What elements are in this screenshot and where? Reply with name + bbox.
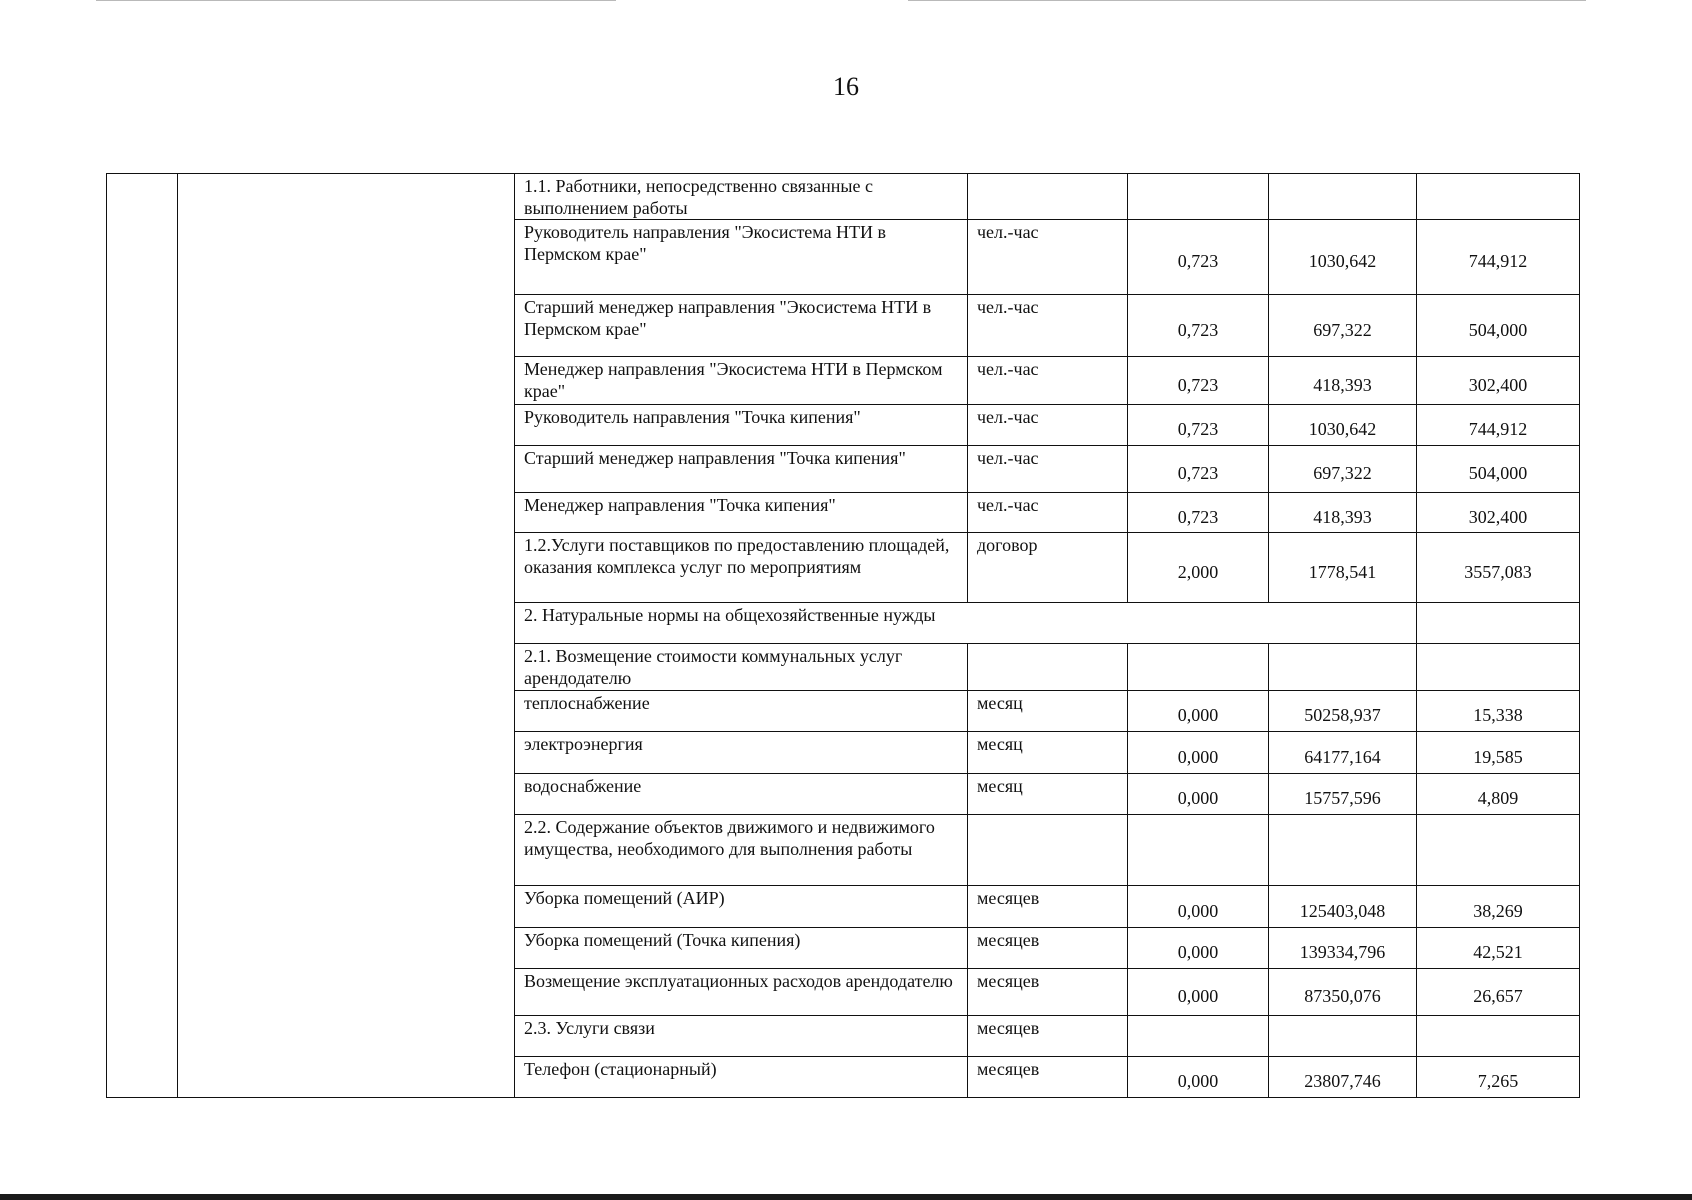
row-unit-cell: чел.-час bbox=[968, 493, 1128, 533]
row-unit-cell bbox=[968, 174, 1128, 220]
row-unit-cell: месяц bbox=[968, 691, 1128, 732]
row-value-3-cell bbox=[1417, 1016, 1580, 1057]
row-value-2-cell: 418,393 bbox=[1269, 357, 1417, 405]
row-value-1-cell bbox=[1128, 815, 1269, 886]
row-value-1-cell: 0,000 bbox=[1128, 774, 1269, 815]
row-value-3-cell: 302,400 bbox=[1417, 357, 1580, 405]
row-value-3-cell: 19,585 bbox=[1417, 732, 1580, 774]
row-name-cell: 2.1. Возмещение стоимости коммунальных услуг арендодателю bbox=[515, 644, 968, 691]
row-value-3-cell: 504,000 bbox=[1417, 295, 1580, 357]
row-value-2-cell: 15757,596 bbox=[1269, 774, 1417, 815]
row-name-cell: Менеджер направления "Экосистема НТИ в Пермском крае" bbox=[515, 357, 968, 405]
row-value-2-cell: 64177,164 bbox=[1269, 732, 1417, 774]
row-value-3-cell: 26,657 bbox=[1417, 969, 1580, 1016]
row-value-3-cell: 38,269 bbox=[1417, 886, 1580, 928]
row-unit-cell bbox=[968, 815, 1128, 886]
row-value-1-cell: 0,000 bbox=[1128, 886, 1269, 928]
row-unit-cell: месяцев bbox=[968, 1016, 1128, 1057]
row-unit-cell: чел.-час bbox=[968, 446, 1128, 493]
row-value-3-cell: 744,912 bbox=[1417, 405, 1580, 446]
row-unit-cell bbox=[968, 644, 1128, 691]
row-value-2-cell: 418,393 bbox=[1269, 493, 1417, 533]
row-unit-cell: месяцев bbox=[968, 886, 1128, 928]
row-name-cell: Руководитель направления "Точка кипения" bbox=[515, 405, 968, 446]
row-value-3-cell: 3557,083 bbox=[1417, 533, 1580, 603]
row-value-1-cell: 0,723 bbox=[1128, 446, 1269, 493]
row-value-1-cell bbox=[1128, 1016, 1269, 1057]
row-name-cell: Старший менеджер направления "Точка кипения" bbox=[515, 446, 968, 493]
table-row bbox=[107, 174, 1580, 220]
row-unit-cell: чел.-час bbox=[968, 295, 1128, 357]
row-unit-cell: месяцев bbox=[968, 1057, 1128, 1098]
row-value-1-cell: 0,723 bbox=[1128, 220, 1269, 295]
row-name-cell: Уборка помещений (АИР) bbox=[515, 886, 968, 928]
row-value-2-cell: 1030,642 bbox=[1269, 220, 1417, 295]
row-unit-cell: чел.-час bbox=[968, 357, 1128, 405]
row-name-cell: Менеджер направления "Точка кипения" bbox=[515, 493, 968, 533]
row-value-1-cell bbox=[1128, 644, 1269, 691]
section-heading-cell: 2. Натуральные нормы на общехозяйственные нужды bbox=[515, 603, 1417, 644]
row-value-2-cell bbox=[1269, 644, 1417, 691]
row-value-2-cell: 697,322 bbox=[1269, 295, 1417, 357]
row-value-2-cell: 1778,541 bbox=[1269, 533, 1417, 603]
row-unit-cell: чел.-час bbox=[968, 405, 1128, 446]
row-value-3-cell bbox=[1417, 815, 1580, 886]
scan-edge-top-left bbox=[96, 0, 616, 1]
row-value-2-cell bbox=[1269, 815, 1417, 886]
row-value-3-cell: 42,521 bbox=[1417, 928, 1580, 969]
row-name-cell: Руководитель направления "Экосистема НТИ в Пермском крае" bbox=[515, 220, 968, 295]
row-value-2-cell bbox=[1269, 1016, 1417, 1057]
row-name-cell: электроэнергия bbox=[515, 732, 968, 774]
row-value-3-cell bbox=[1417, 174, 1580, 220]
row-value-1-cell: 0,000 bbox=[1128, 1057, 1269, 1098]
row-value-2-cell: 1030,642 bbox=[1269, 405, 1417, 446]
row-name-cell: Телефон (стационарный) bbox=[515, 1057, 968, 1098]
row-value-2-cell: 87350,076 bbox=[1269, 969, 1417, 1016]
row-value-1-cell: 0,000 bbox=[1128, 691, 1269, 732]
row-unit-cell: месяц bbox=[968, 774, 1128, 815]
row-value-1-cell bbox=[1128, 174, 1269, 220]
row-unit-cell: договор bbox=[968, 533, 1128, 603]
row-value-2-cell: 50258,937 bbox=[1269, 691, 1417, 732]
row-value-1-cell: 0,723 bbox=[1128, 493, 1269, 533]
row-value-3-cell: 4,809 bbox=[1417, 774, 1580, 815]
row-value-3-cell: 15,338 bbox=[1417, 691, 1580, 732]
row-name-cell: Старший менеджер направления "Экосистема НТИ в Пермском крае" bbox=[515, 295, 968, 357]
row-value-1-cell: 2,000 bbox=[1128, 533, 1269, 603]
row-name-cell: 1.2.Услуги поставщиков по предоставлению площадей, оказания комплекса услуг по мероприятиям bbox=[515, 533, 968, 603]
row-value-1-cell: 0,000 bbox=[1128, 732, 1269, 774]
row-value-3-cell: 504,000 bbox=[1417, 446, 1580, 493]
row-unit-cell: месяцев bbox=[968, 928, 1128, 969]
row-value-2-cell: 23807,746 bbox=[1269, 1057, 1417, 1098]
scan-edge-top-right bbox=[908, 0, 1586, 1]
row-value-3-cell bbox=[1417, 644, 1580, 691]
scan-edge-bottom bbox=[0, 1194, 1692, 1200]
row-value-3-cell: 302,400 bbox=[1417, 493, 1580, 533]
row-value-1-cell: 0,000 bbox=[1128, 928, 1269, 969]
row-value-1-cell: 0,723 bbox=[1128, 357, 1269, 405]
row-value-1-cell: 0,000 bbox=[1128, 969, 1269, 1016]
row-name-cell: 2.2. Содержание объектов движимого и недвижимого имущества, необходимого для выполнения работы bbox=[515, 815, 968, 886]
row-name-cell: Возмещение эксплуатационных расходов арендодателю bbox=[515, 969, 968, 1016]
row-value-3-cell bbox=[1417, 603, 1580, 644]
norms-table bbox=[106, 173, 1580, 1098]
row-unit-cell: чел.-час bbox=[968, 220, 1128, 295]
page-number: 16 bbox=[833, 72, 859, 101]
index-column-cell bbox=[107, 174, 178, 1098]
row-value-2-cell: 139334,796 bbox=[1269, 928, 1417, 969]
row-name-cell: Уборка помещений (Точка кипения) bbox=[515, 928, 968, 969]
row-unit-cell: месяц bbox=[968, 732, 1128, 774]
row-name-cell: водоснабжение bbox=[515, 774, 968, 815]
row-value-3-cell: 744,912 bbox=[1417, 220, 1580, 295]
row-name-cell: теплоснабжение bbox=[515, 691, 968, 732]
row-value-2-cell: 125403,048 bbox=[1269, 886, 1417, 928]
row-name-cell: 2.3. Услуги связи bbox=[515, 1016, 968, 1057]
row-value-2-cell bbox=[1269, 174, 1417, 220]
row-value-3-cell: 7,265 bbox=[1417, 1057, 1580, 1098]
row-value-1-cell: 0,723 bbox=[1128, 405, 1269, 446]
row-name-cell: 1.1. Работники, непосредственно связанные с выполнением работы bbox=[515, 174, 968, 220]
row-value-2-cell: 697,322 bbox=[1269, 446, 1417, 493]
row-value-1-cell: 0,723 bbox=[1128, 295, 1269, 357]
work-name-column-cell bbox=[178, 174, 515, 1098]
row-unit-cell: месяцев bbox=[968, 969, 1128, 1016]
